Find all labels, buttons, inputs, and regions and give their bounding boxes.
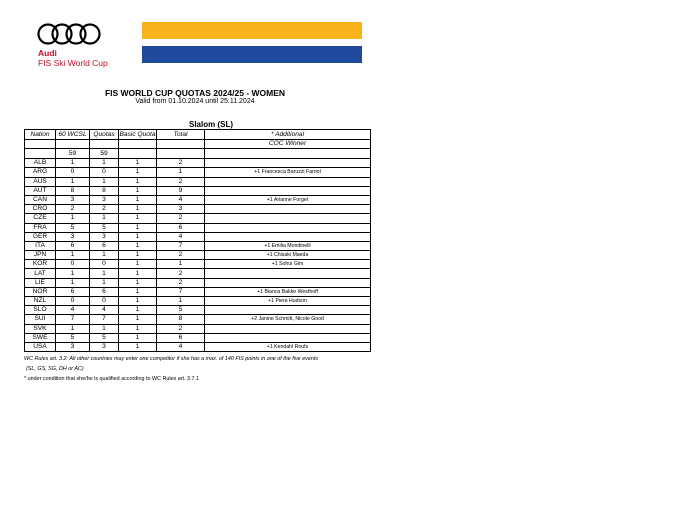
additional-cell xyxy=(205,159,371,168)
total-cell: 2 xyxy=(157,214,205,223)
basic-quota-cell: 1 xyxy=(119,186,157,195)
quotas-cell: 3 xyxy=(90,342,119,351)
total-wcsl: 59 xyxy=(56,149,90,159)
basic-quota-cell: 1 xyxy=(119,297,157,306)
wcsl-cell: 2 xyxy=(56,205,90,214)
nation-cell: NZL xyxy=(25,297,56,306)
basic-quota-cell: 1 xyxy=(119,205,157,214)
total-cell: 7 xyxy=(157,287,205,296)
wcsl-cell: 6 xyxy=(56,287,90,296)
nation-cell: CRO xyxy=(25,205,56,214)
wcsl-cell: 3 xyxy=(56,232,90,241)
basic-quota-cell: 1 xyxy=(119,177,157,186)
quotas-cell: 1 xyxy=(90,214,119,223)
col-header-additional: * Additional xyxy=(205,130,371,140)
total-cell: 1 xyxy=(157,297,205,306)
additional-cell: +1 Arianne Forget xyxy=(205,195,371,204)
additional-cell xyxy=(205,214,371,223)
total-quotas: 59 xyxy=(90,149,119,159)
additional-cell xyxy=(205,306,371,315)
basic-quota-cell: 1 xyxy=(119,269,157,278)
col-header-coc-winner: COC Winner xyxy=(205,140,371,149)
document-subtitle: Valid from 01.10.2024 until 25.11.2024 xyxy=(135,98,255,105)
quota-table-body xyxy=(25,159,371,352)
basic-quota-cell: 1 xyxy=(119,342,157,351)
basic-quota-cell: 1 xyxy=(119,214,157,223)
quotas-cell: 6 xyxy=(90,287,119,296)
table-row xyxy=(25,241,371,250)
nation-cell: SLO xyxy=(25,306,56,315)
basic-quota-cell: 1 xyxy=(119,223,157,232)
document-title: FIS WORLD CUP QUOTAS 2024/25 - WOMEN xyxy=(104,88,286,98)
qualification-note: * under condition that she/he is qualified according to WC Rules art. 3.7.1 xyxy=(24,376,199,382)
wcsl-cell: 1 xyxy=(56,278,90,287)
basic-quota-cell: 1 xyxy=(119,306,157,315)
total-cell: 4 xyxy=(157,195,205,204)
basic-quota-cell: 1 xyxy=(119,287,157,296)
total-cell: 7 xyxy=(157,241,205,250)
additional-cell xyxy=(205,205,371,214)
quotas-cell: 6 xyxy=(90,241,119,250)
total-cell: 4 xyxy=(157,232,205,241)
total-cell: 3 xyxy=(157,205,205,214)
total-cell: 6 xyxy=(157,223,205,232)
additional-cell: +1 Emilia Mondinelli xyxy=(205,241,371,250)
nation-cell: ARG xyxy=(25,168,56,177)
audi-rings-logo xyxy=(36,22,102,46)
quotas-cell: 5 xyxy=(90,223,119,232)
quotas-cell: 4 xyxy=(90,306,119,315)
table-row xyxy=(25,278,371,287)
total-cell: 2 xyxy=(157,251,205,260)
yellow-stripe xyxy=(142,22,362,39)
wcsl-cell: 1 xyxy=(56,214,90,223)
total-cell: 5 xyxy=(157,306,205,315)
quotas-cell: 1 xyxy=(90,251,119,260)
brand-line-2: FIS Ski World Cup xyxy=(38,58,108,68)
rule-note: WC Rules art. 3.2: All other countries may enter one competitor if she has a max. of 140 FIS points in one of the five events xyxy=(24,356,319,362)
wcsl-cell: 4 xyxy=(56,306,90,315)
nation-cell: ITA xyxy=(25,241,56,250)
wcsl-cell: 1 xyxy=(56,324,90,333)
basic-quota-cell: 1 xyxy=(119,241,157,250)
nation-cell: LIE xyxy=(25,278,56,287)
additional-cell xyxy=(205,186,371,195)
table-row xyxy=(25,297,371,306)
nation-cell: AUT xyxy=(25,186,56,195)
table-row xyxy=(25,342,371,351)
col-header-total: Total xyxy=(157,130,205,140)
total-cell: 4 xyxy=(157,342,205,351)
quotas-cell: 3 xyxy=(90,195,119,204)
wcsl-cell: 1 xyxy=(56,269,90,278)
quotas-cell: 1 xyxy=(90,269,119,278)
additional-cell: +1 Chisaki Maeda xyxy=(205,251,371,260)
total-cell: 2 xyxy=(157,278,205,287)
wcsl-cell: 1 xyxy=(56,159,90,168)
additional-cell xyxy=(205,177,371,186)
quotas-cell: 7 xyxy=(90,315,119,324)
wcsl-cell: 0 xyxy=(56,297,90,306)
nation-cell: CZE xyxy=(25,214,56,223)
total-cell: 8 xyxy=(157,315,205,324)
blue-stripe xyxy=(142,46,362,63)
table-row xyxy=(25,269,371,278)
table-row xyxy=(25,186,371,195)
quotas-cell: 0 xyxy=(90,260,119,269)
nation-cell: GER xyxy=(25,232,56,241)
nation-cell: USA xyxy=(25,342,56,351)
wcsl-cell: 5 xyxy=(56,333,90,342)
nation-cell: LAT xyxy=(25,269,56,278)
nation-cell: KOR xyxy=(25,260,56,269)
discipline-heading: Slalom (SL) xyxy=(188,120,233,129)
wcsl-cell: 0 xyxy=(56,260,90,269)
wcsl-cell: 1 xyxy=(56,251,90,260)
additional-cell xyxy=(205,278,371,287)
wcsl-cell: 5 xyxy=(56,223,90,232)
wcsl-cell: 3 xyxy=(56,342,90,351)
additional-cell xyxy=(205,269,371,278)
wcsl-cell: 6 xyxy=(56,241,90,250)
basic-quota-cell: 1 xyxy=(119,232,157,241)
total-cell: 6 xyxy=(157,333,205,342)
basic-quota-cell: 1 xyxy=(119,324,157,333)
quotas-cell: 0 xyxy=(90,168,119,177)
nation-cell: CAN xyxy=(25,195,56,204)
wcsl-cell: 1 xyxy=(56,177,90,186)
quota-table xyxy=(24,129,371,352)
col-header-basic-quota: Basic Quota xyxy=(119,130,156,138)
nation-cell: SUI xyxy=(25,315,56,324)
quotas-cell: 1 xyxy=(90,177,119,186)
basic-quota-cell: 1 xyxy=(119,159,157,168)
nation-cell: SWE xyxy=(25,333,56,342)
additional-cell: +2 Janine Schmitt, Nicole Good xyxy=(205,315,371,324)
nation-cell: AUS xyxy=(25,177,56,186)
nation-cell: JPN xyxy=(25,251,56,260)
col-header-quotas: Quotas xyxy=(90,130,119,140)
nation-cell: NOR xyxy=(25,287,56,296)
table-row xyxy=(25,205,371,214)
additional-cell xyxy=(205,324,371,333)
additional-cell: +1 Francesca Baruzzi Farriol xyxy=(205,168,371,177)
table-row xyxy=(25,251,371,260)
additional-cell: +1 Kendahl Roufs xyxy=(205,342,371,351)
basic-quota-cell: 1 xyxy=(119,251,157,260)
quotas-cell: 1 xyxy=(90,278,119,287)
quotas-cell: 3 xyxy=(90,232,119,241)
table-row xyxy=(25,195,371,204)
additional-cell xyxy=(205,232,371,241)
brand-line-1: Audi xyxy=(38,48,57,58)
quotas-cell: 1 xyxy=(90,324,119,333)
table-row xyxy=(25,159,371,168)
wcsl-cell: 3 xyxy=(56,195,90,204)
total-cell: 1 xyxy=(157,168,205,177)
nation-cell: FRA xyxy=(25,223,56,232)
total-cell: 2 xyxy=(157,159,205,168)
rule-note-events: (SL, GS, SG, DH or AC) xyxy=(26,366,84,372)
table-row xyxy=(25,177,371,186)
basic-quota-cell: 1 xyxy=(119,315,157,324)
table-row xyxy=(25,333,371,342)
quotas-cell: 8 xyxy=(90,186,119,195)
table-row xyxy=(25,287,371,296)
quotas-cell: 5 xyxy=(90,333,119,342)
basic-quota-cell: 1 xyxy=(119,333,157,342)
totals-row xyxy=(25,149,371,159)
additional-cell: +1 Piera Hudson xyxy=(205,297,371,306)
table-row xyxy=(25,214,371,223)
wcsl-cell: 8 xyxy=(56,186,90,195)
col-header-nation: Nation xyxy=(25,130,56,140)
table-row xyxy=(25,168,371,177)
table-row xyxy=(25,306,371,315)
wcsl-cell: 7 xyxy=(56,315,90,324)
basic-quota-cell: 1 xyxy=(119,195,157,204)
table-row xyxy=(25,324,371,333)
additional-cell: +1 Sohui Gim xyxy=(205,260,371,269)
additional-cell xyxy=(205,223,371,232)
total-cell: 2 xyxy=(157,269,205,278)
table-row xyxy=(25,315,371,324)
quotas-cell: 1 xyxy=(90,159,119,168)
quotas-cell: 0 xyxy=(90,297,119,306)
basic-quota-cell: 1 xyxy=(119,168,157,177)
total-cell: 2 xyxy=(157,324,205,333)
total-cell: 2 xyxy=(157,177,205,186)
table-row xyxy=(25,260,371,269)
nation-cell: ALB xyxy=(25,159,56,168)
additional-cell: +1 Bianca Bakke Westhoff xyxy=(205,287,371,296)
col-header-wcsl: 60 WCSL xyxy=(56,130,90,140)
basic-quota-cell: 1 xyxy=(119,278,157,287)
basic-quota-cell: 1 xyxy=(119,260,157,269)
total-cell: 9 xyxy=(157,186,205,195)
wcsl-cell: 0 xyxy=(56,168,90,177)
total-cell: 1 xyxy=(157,260,205,269)
quotas-cell: 2 xyxy=(90,205,119,214)
additional-cell xyxy=(205,333,371,342)
table-row xyxy=(25,232,371,241)
nation-cell: SVK xyxy=(25,324,56,333)
brand-text xyxy=(38,48,108,68)
table-row xyxy=(25,223,371,232)
